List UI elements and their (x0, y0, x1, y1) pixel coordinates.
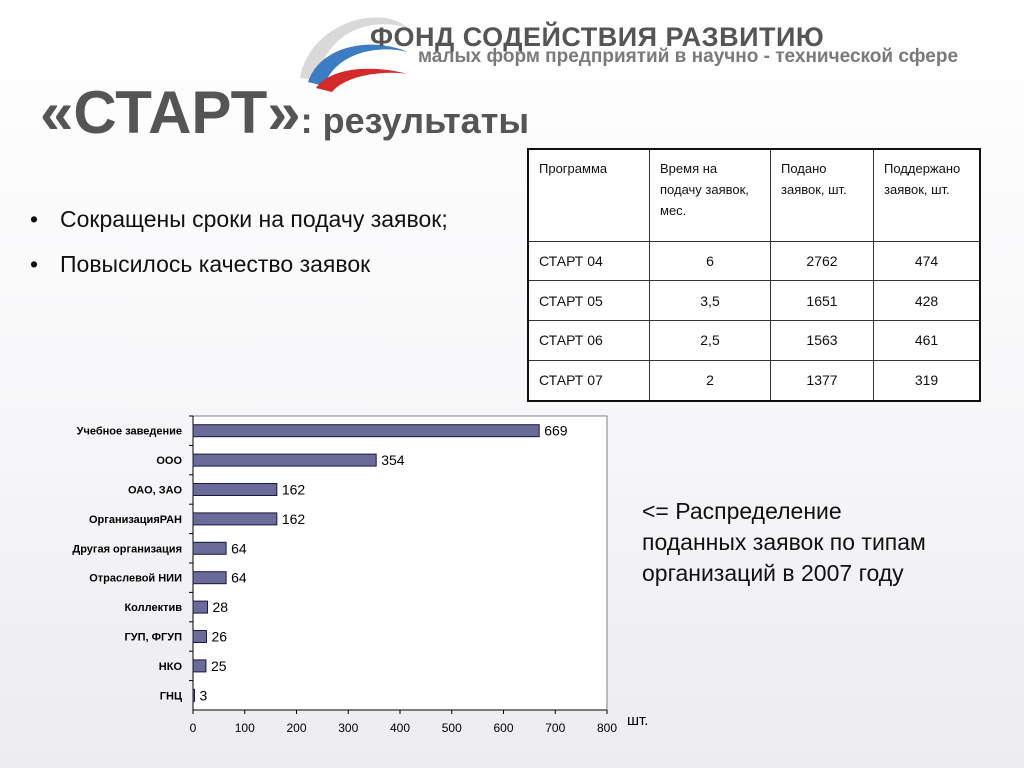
table-cell: 3,5 (650, 281, 771, 321)
slide-title-sub: : результаты (300, 100, 530, 141)
chart-data-label: 162 (281, 481, 306, 498)
table-cell: СТАРТ 07 (528, 360, 650, 401)
table-header-cell: Программа (528, 149, 650, 241)
org-name: ФОНД СОДЕЙСТВИЯ РАЗВИТИЮ (370, 22, 825, 52)
chart-category-label: ГУП, ФГУП (124, 631, 182, 644)
chart-category-label: Отраслевой НИИ (89, 572, 182, 585)
x-tick-label: 400 (389, 721, 411, 735)
table-cell: 1651 (771, 281, 874, 321)
chart-category-label: ОАО, ЗАО (128, 484, 182, 497)
bullet-list (30, 204, 450, 294)
table-cell: СТАРТ 06 (528, 321, 650, 361)
x-tick-label: 800 (596, 721, 618, 735)
chart-category-label: ООО (156, 455, 182, 468)
table-cell: 461 (874, 321, 981, 361)
caption-arrow: <= (642, 498, 669, 524)
bullet-text: Повысилось качество заявок (60, 251, 371, 277)
chart-bar (193, 660, 206, 672)
table-cell: 2,5 (650, 321, 771, 361)
x-tick-label: 0 (189, 721, 197, 735)
chart-caption (642, 496, 942, 589)
x-tick-label: 600 (493, 721, 514, 735)
chart-data-label: 354 (381, 452, 405, 469)
chart-data-label: 669 (544, 422, 568, 439)
chart-bar (193, 631, 206, 643)
table-row (528, 321, 980, 361)
chart-bar (193, 513, 277, 525)
x-tick-label: 200 (286, 721, 307, 735)
bullet-item (30, 249, 450, 280)
chart-bar (193, 484, 277, 496)
chart-category-label: ОрганизацияРАН (88, 513, 182, 526)
chart-category-label: НКО (158, 660, 182, 673)
bullet-marker: • (30, 251, 39, 277)
chart-bar (193, 454, 376, 466)
chart-bar (193, 542, 226, 554)
bullet-item (30, 204, 450, 235)
chart-data-label: 26 (211, 628, 228, 645)
chart-category-label: Коллектив (124, 602, 182, 615)
slide-title (40, 78, 529, 147)
chart-category-label: Другая организация (72, 543, 182, 556)
chart-data-label: 25 (210, 657, 227, 674)
table-header-cell: Подано заявок, шт. (771, 149, 874, 241)
x-axis-title: шт. (627, 712, 649, 729)
results-table (527, 148, 981, 402)
chart-data-label: 64 (231, 540, 247, 557)
applications-bar-chart (0, 408, 660, 738)
chart-category-label: Учебное заведение (76, 425, 182, 438)
chart-bar (193, 425, 539, 437)
chart-data-label: 28 (212, 599, 229, 616)
chart-data-label: 64 (231, 569, 247, 586)
table-row (528, 281, 980, 321)
table-cell: 428 (874, 281, 981, 321)
table-header-row (528, 149, 980, 241)
table-row (528, 360, 980, 401)
chart-bar (193, 689, 195, 701)
table-cell: 2762 (771, 241, 874, 281)
table-row (528, 241, 980, 281)
bullet-text: Сокращены сроки на подачу заявок; (60, 206, 448, 232)
x-tick-label: 500 (441, 721, 462, 735)
table-header-cell: Поддержано заявок, шт. (874, 149, 981, 241)
table-cell: СТАРТ 04 (528, 241, 650, 281)
table-cell: СТАРТ 05 (528, 281, 650, 321)
chart-data-label: 162 (281, 510, 306, 527)
table-cell: 6 (650, 241, 771, 281)
bullet-marker: • (30, 206, 39, 232)
table-cell: 2 (650, 360, 771, 401)
chart-category-label: ГНЦ (159, 690, 182, 703)
org-subtitle: малых форм предприятий в научно - технической сфере (418, 46, 959, 67)
chart-bar (193, 601, 207, 613)
x-tick-label: 300 (338, 721, 359, 735)
caption-text: Распределение поданных заявок по типам организаций в 2007 году (642, 498, 926, 586)
slide-title-main: «СТАРТ» (40, 79, 301, 146)
table-header-cell: Время на подачу заявок, мес. (650, 149, 771, 241)
x-tick-label: 700 (545, 721, 566, 735)
chart-data-label: 3 (199, 687, 208, 704)
table-cell: 1377 (771, 360, 874, 401)
x-tick-label: 100 (234, 721, 255, 735)
table-cell: 319 (874, 360, 981, 401)
table-cell: 1563 (771, 321, 874, 361)
table-cell: 474 (874, 241, 981, 281)
chart-bar (193, 572, 226, 584)
